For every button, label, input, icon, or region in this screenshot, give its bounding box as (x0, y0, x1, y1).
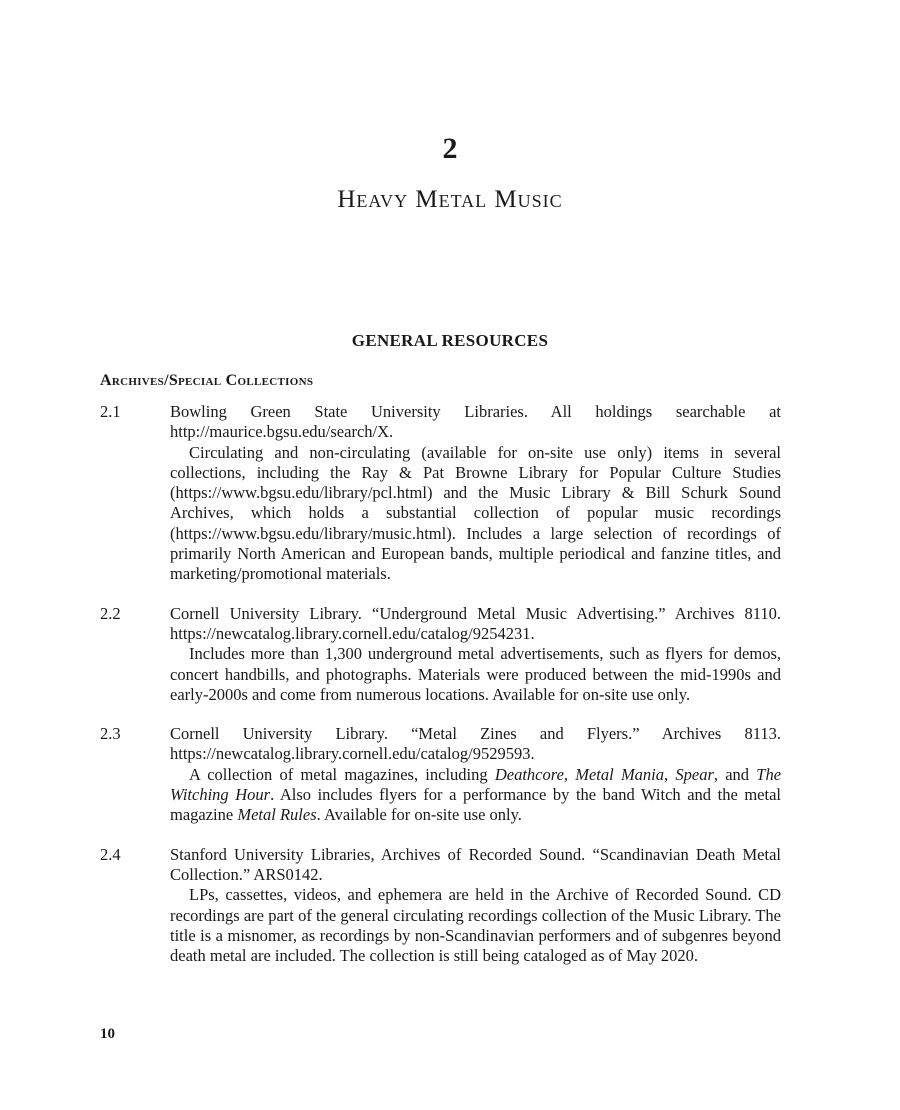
entry-number: 2.3 (100, 724, 121, 744)
section-heading: GENERAL RESOURCES (351, 331, 549, 350)
entry-description: Includes more than 1,300 underground metal advertisements, such as flyers for demos, concert handbills, and photographs. Materials were produced between the mid-1990s and early-2000s and come from numerous locations. Available for on-site use only. (170, 644, 781, 704)
page-number: 10 (100, 1026, 115, 1042)
chapter-title: Heavy Metal Music (337, 186, 563, 213)
entry-description (170, 765, 781, 826)
subsection-heading: Archives/Special Collections (100, 372, 314, 389)
chapter-number: 2 (442, 132, 458, 165)
entry-body (170, 604, 781, 705)
entry-number: 2.2 (100, 603, 121, 623)
description-text: , (563, 764, 576, 784)
entry-2-2 (100, 604, 781, 705)
entry-body (170, 845, 781, 967)
entry-list (100, 402, 781, 985)
magazine-title: Metal Mania (575, 764, 665, 784)
description-text: . Available for on-site use only. (316, 805, 522, 825)
description-text: , (664, 764, 676, 784)
entry-citation: Bowling Green State University Libraries. All holdings searchable at http://maurice.bgsu.edu/search/X. (170, 402, 781, 442)
entry-2-4 (100, 845, 781, 967)
description-text: , and (713, 764, 757, 784)
entry-2-3 (100, 724, 781, 825)
entry-citation: Cornell University Library. “Underground Metal Music Advertising.” Archives 8110. https://newcatalog.library.cornell.edu/catalog/9254231. (170, 603, 781, 643)
entry-number: 2.4 (100, 844, 121, 864)
magazine-title: The Witching Hour (170, 764, 782, 805)
entry-citation: Cornell University Library. “Metal Zines and Flyers.” Archives 8113. https://newcatalog.library.cornell.edu/catalog/9529593. (170, 724, 781, 764)
magazine-title: Spear (675, 764, 714, 784)
entry-description: Circulating and non-circulating (available for on-site use only) items in several collections, including the Ray & Pat Browne Library for Popular Culture Studies (https://www.bgsu.edu/library/pcl.html) and the Music Library & Bill Schurk Sound Archives, which holds a substantial collection of popular music recordings (https://www.bgsu.edu/library/music.html). Includes a large selection of recordings of primarily North American and European bands, multiple periodical and fanzine titles, and marketing/promotional materials. (170, 442, 781, 584)
magazine-title: Deathcore (494, 764, 564, 784)
description-text: A collection of metal magazines, including (189, 764, 495, 784)
entry-description: LPs, cassettes, videos, and ephemera are held in the Archive of Recorded Sound. CD recordings are part of the general circulating recordings collection of the Music Library. The title is a misnomer, as recordings by non-Scandinavian performers and of subgenres beyond death metal are included. The collection is still being cataloged as of May 2020. (170, 885, 781, 966)
entry-citation: Stanford University Libraries, Archives of Recorded Sound. “Scandinavian Death Metal Collection.” ARS0142. (170, 844, 781, 884)
entry-body (170, 724, 781, 825)
entry-body (170, 402, 781, 585)
entry-number: 2.1 (100, 402, 121, 421)
magazine-title: Metal Rules (237, 805, 317, 825)
description-text: . Also includes flyers for a performance by the band Witch and the metal magazine (170, 785, 781, 825)
entry-2-1 (100, 402, 781, 585)
